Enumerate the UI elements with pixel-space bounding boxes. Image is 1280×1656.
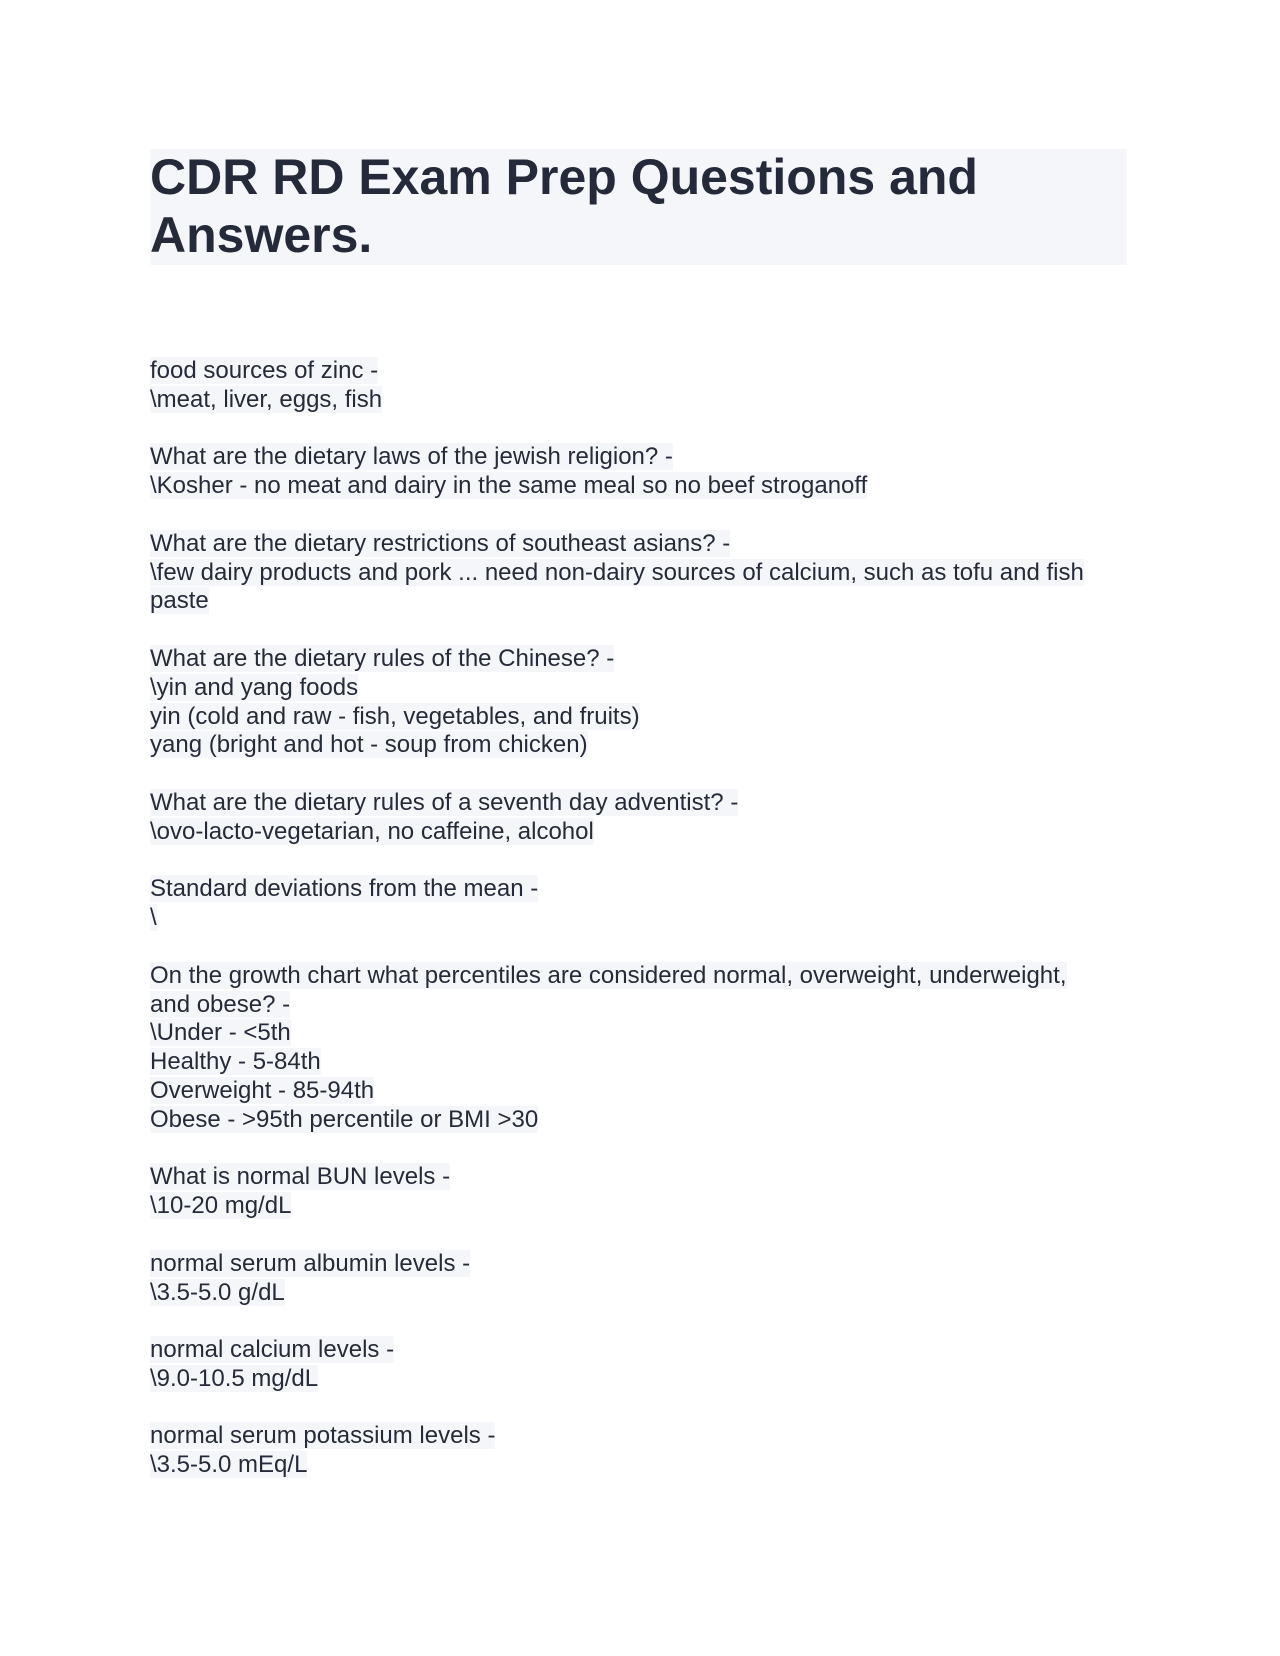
qa-item — [150, 875, 1130, 933]
qa-item — [150, 443, 1130, 501]
question-line — [150, 645, 1130, 674]
text-highlight: normal calcium levels - — [150, 1336, 395, 1364]
answer-line — [150, 703, 1130, 732]
text-highlight: \few dairy products and pork ... need non-dairy sources of calcium, such as tofu and fish — [150, 558, 1084, 586]
answer-line — [150, 674, 1130, 703]
answer-line — [150, 818, 1130, 847]
text-highlight: paste — [150, 587, 209, 615]
question-line — [150, 962, 1130, 991]
text-highlight: \9.0-10.5 mg/dL — [150, 1364, 319, 1392]
text-highlight: yang (bright and hot - soup from chicken) — [150, 731, 588, 759]
answer-line — [150, 1365, 1130, 1394]
text-highlight: \yin and yang foods — [150, 673, 359, 701]
qa-item — [150, 789, 1130, 847]
text-highlight: What are the dietary laws of the jewish religion? - — [150, 443, 673, 471]
text-highlight: yin (cold and raw - fish, vegetables, and fruits) — [150, 702, 640, 730]
text-highlight: \3.5-5.0 mEq/L — [150, 1451, 308, 1479]
answer-line — [150, 1451, 1130, 1480]
qa-item — [150, 1422, 1130, 1480]
answer-line — [150, 731, 1130, 760]
text-highlight: What are the dietary rules of the Chinese? - — [150, 644, 615, 672]
question-line — [150, 530, 1130, 559]
answer-line — [150, 559, 1130, 588]
text-highlight: \ — [150, 904, 157, 932]
qa-item — [150, 645, 1130, 760]
text-highlight: Healthy - 5-84th — [150, 1048, 321, 1076]
text-highlight: \ovo-lacto-vegetarian, no caffeine, alcohol — [150, 817, 594, 845]
text-highlight: What is normal BUN levels - — [150, 1163, 451, 1191]
text-highlight: What are the dietary rules of a seventh day adventist? - — [150, 788, 739, 816]
qa-item — [150, 357, 1130, 415]
text-highlight: Standard deviations from the mean - — [150, 875, 539, 903]
text-highlight: \Under - <5th — [150, 1019, 291, 1047]
qa-item — [150, 530, 1130, 616]
text-highlight: \Kosher - no meat and dairy in the same meal so no beef stroganoff — [150, 472, 868, 500]
question-line — [150, 443, 1130, 472]
answer-line — [150, 472, 1130, 501]
text-highlight: Obese - >95th percentile or BMI >30 — [150, 1105, 539, 1133]
text-highlight: \meat, liver, eggs, fish — [150, 385, 383, 413]
title-line: CDR RD Exam Prep Questions and — [150, 149, 978, 205]
qa-list — [150, 357, 1130, 1509]
answer-line — [150, 587, 1130, 616]
question-line — [150, 1163, 1130, 1192]
answer-line — [150, 386, 1130, 415]
qa-item — [150, 1250, 1130, 1308]
qa-item — [150, 1336, 1130, 1394]
text-highlight: \10-20 mg/dL — [150, 1192, 292, 1220]
question-line — [150, 1422, 1130, 1451]
document-title — [150, 148, 1127, 264]
text-highlight: What are the dietary restrictions of southeast asians? - — [150, 529, 731, 557]
text-highlight: On the growth chart what percentiles are considered normal, overweight, underweight, — [150, 961, 1067, 989]
answer-line — [150, 904, 1130, 933]
question-line — [150, 789, 1130, 818]
text-highlight: and obese? - — [150, 990, 291, 1018]
text-highlight: food sources of zinc - — [150, 357, 379, 384]
answer-line — [150, 1192, 1130, 1221]
answer-line — [150, 1077, 1130, 1106]
answer-line — [150, 1048, 1130, 1077]
question-line — [150, 1250, 1130, 1279]
qa-item — [150, 962, 1130, 1135]
qa-item — [150, 1163, 1130, 1221]
text-highlight: Overweight - 85-94th — [150, 1076, 375, 1104]
question-line — [150, 875, 1130, 904]
title-line: Answers. — [150, 207, 373, 263]
text-highlight: \3.5-5.0 g/dL — [150, 1278, 285, 1306]
question-line — [150, 1336, 1130, 1365]
answer-line — [150, 1279, 1130, 1308]
answer-line — [150, 991, 1130, 1020]
text-highlight: normal serum potassium levels - — [150, 1422, 496, 1450]
answer-line — [150, 1019, 1130, 1048]
text-highlight: normal serum albumin levels - — [150, 1249, 471, 1277]
question-line — [150, 357, 1130, 386]
answer-line — [150, 1106, 1130, 1135]
